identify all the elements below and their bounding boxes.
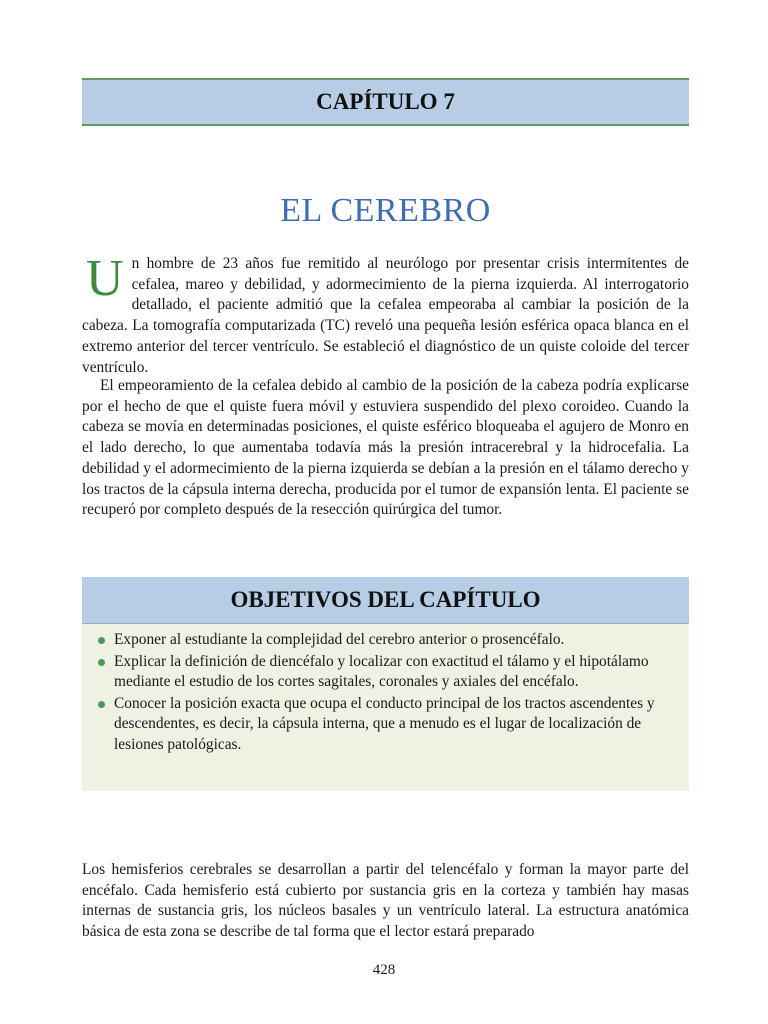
- bullet-icon: [98, 701, 105, 708]
- body-paragraph-3: Los hemisferios cerebrales se desarrollan a partir del telencéfalo y forman la mayor parte del encéfalo. Cada hemisferio está cubierto por sustancia gris en la corteza y también hay masas internas de sustancia gris, los núcleos basales y un ventrículo lateral. La estructura anatómica básica de esta zona se describe de tal forma que el lector estará preparado: [82, 861, 689, 941]
- intro-paragraph: [82, 250, 689, 378]
- objectives-heading: OBJETIVOS DEL CAPÍTULO: [230, 587, 541, 612]
- objectives-body: [82, 624, 689, 791]
- body-paragraph-2: El empeoramiento de la cefalea debido al cambio de la posición de la cabeza podría explicarse por el hecho de que el quiste fuera móvil y estuviera suspendido del plexo coroideo. Cuando la cabeza se movía en determinadas posiciones, el quiste esférico bloqueaba el agujero de Monro en el lado derecho, lo que aumentaba todavía más la presión intracerebral y la hidrocefalia. La debilidad y el adormecimiento de la pierna izquierda se debían a la presión en el tálamo derecho y los tractos de la cápsula interna derecha, producida por el tumor de expansión lenta. El paciente se recuperó por completo después de la resección quirúrgica del tumor.: [82, 377, 689, 519]
- drop-cap: U: [86, 250, 124, 307]
- list-item: [98, 652, 677, 693]
- objective-text: Explicar la definición de diencéfalo y localizar con exactitud el tálamo y el hipotálamo mediante el estudio de los cortes sagitales, coronales y axiales del encéfalo.: [114, 652, 649, 690]
- chapter-label: CAPÍTULO 7: [316, 89, 455, 114]
- objective-text: Conocer la posición exacta que ocupa el conducto principal de los tractos ascendentes y descendentes, es decir, la cápsula interna, que a menudo es el lugar de localización de lesiones patológicas.: [114, 694, 655, 753]
- page-number: 428: [372, 962, 396, 978]
- page-title: EL CEREBRO: [280, 192, 491, 229]
- objectives-box: [82, 577, 689, 791]
- objectives-list: [98, 630, 677, 755]
- list-item: [98, 630, 677, 651]
- list-item: [98, 694, 677, 756]
- bullet-icon: [98, 659, 105, 666]
- objectives-header: [82, 577, 689, 624]
- objective-text: Exponer al estudiante la complejidad del cerebro anterior o prosencéfalo.: [114, 631, 565, 648]
- intro-text: n hombre de 23 años fue remitido al neurólogo por presentar crisis intermitentes de cefalea, mareo y debilidad, y adormecimiento de la pierna izquierda. Al interrogatorio detallado, el paciente admitió que la cefalea empeoraba al cambiar la posición de la cabeza. La tomografía computarizada (TC) reveló una pequeña lesión esférica opaca blanca en el extremo anterior del tercer ventrículo. Se estableció el diagnóstico de un quiste coloide del tercer ventrículo.: [82, 255, 689, 376]
- chapter-banner: [82, 78, 689, 126]
- bullet-icon: [98, 637, 105, 644]
